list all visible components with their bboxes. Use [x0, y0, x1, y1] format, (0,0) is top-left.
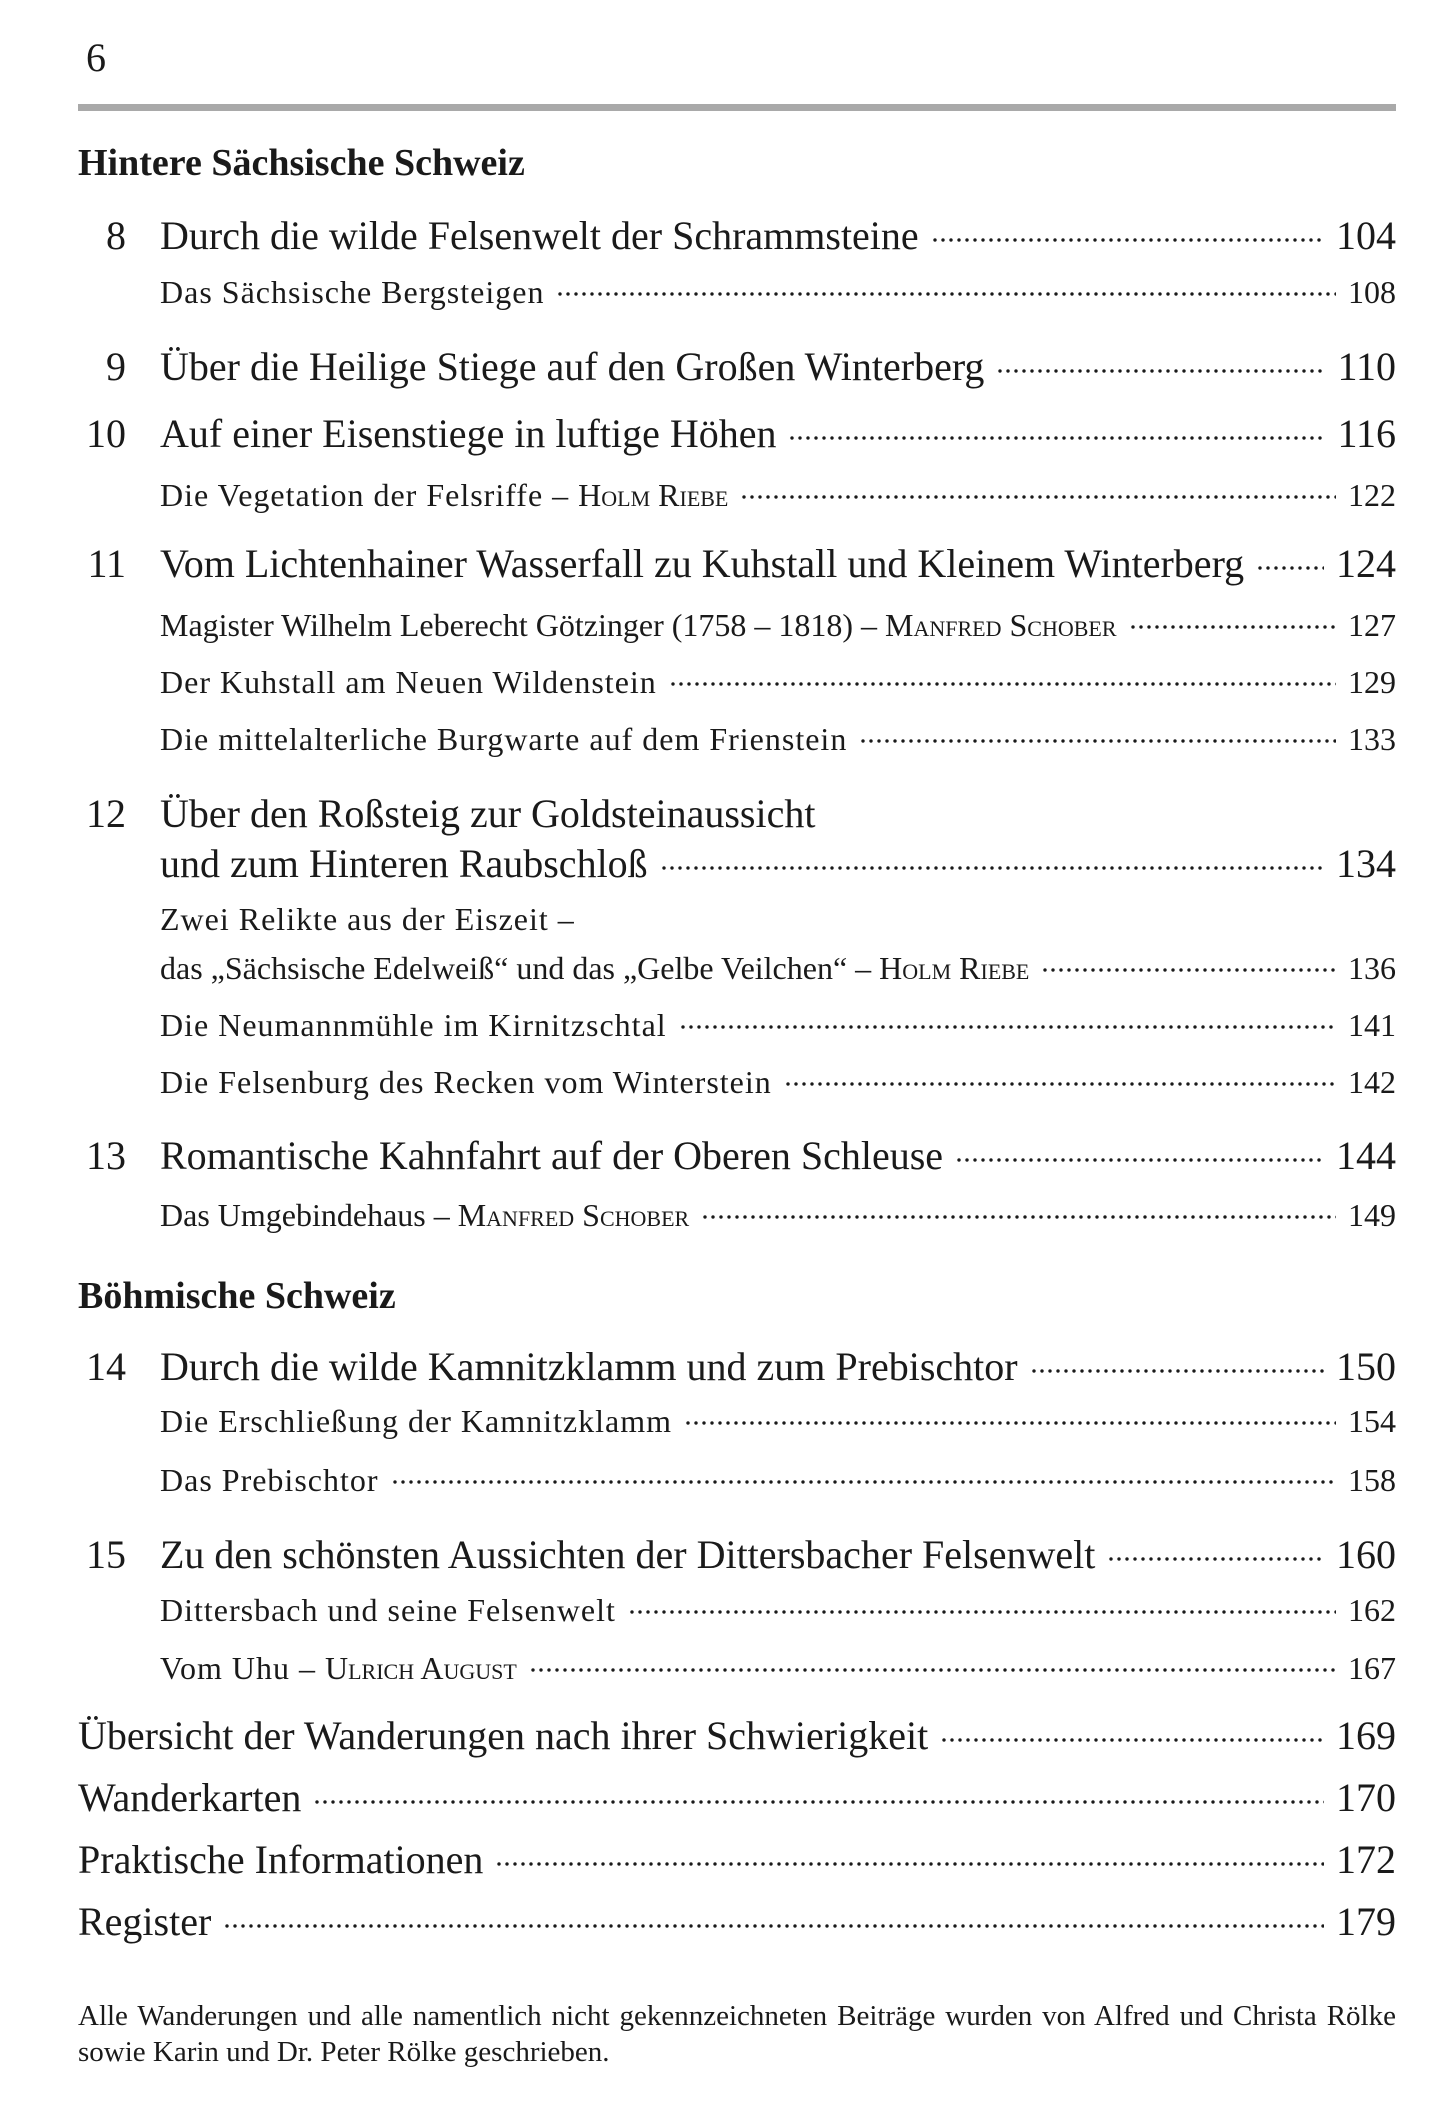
toc-subentry-kuhstall[interactable]	[160, 662, 1396, 702]
entry-page: 144	[1336, 1133, 1396, 1178]
entry-page: 116	[1337, 411, 1396, 456]
toc-subentry-uhu[interactable]	[160, 1648, 1396, 1688]
section-heading-hintere: Hintere Sächsische Schweiz	[78, 142, 525, 184]
toc-subentry-erschliessung[interactable]	[160, 1401, 1396, 1441]
toc-subentry-prebischtor[interactable]	[160, 1460, 1396, 1500]
entry-title: Register	[78, 1899, 212, 1944]
entry-title: Das Prebischtor	[160, 1462, 379, 1498]
entry-page: 104	[1336, 213, 1396, 258]
leader-dots	[784, 1081, 1336, 1087]
entry-title: Durch die wilde Kamnitzklamm und zum Prebischtor	[160, 1344, 1018, 1389]
toc-entry-9[interactable]	[106, 343, 1396, 391]
entry-title: Auf einer Eisenstiege in luftige Höhen	[160, 411, 777, 456]
leader-dots	[313, 1799, 1324, 1805]
entry-title	[160, 1648, 517, 1688]
entry-title-text: das „Sächsische Edelweiß“ und das „Gelbe Veilchen“ –	[160, 950, 880, 986]
entry-number: 14	[86, 1344, 126, 1389]
entry-title: Der Kuhstall am Neuen Wildenstein	[160, 664, 657, 700]
toc-subentry-neumannmuehle[interactable]	[160, 1005, 1396, 1045]
header-rule	[78, 104, 1396, 111]
entry-page: 122	[1348, 477, 1396, 513]
entry-page: 179	[1336, 1899, 1396, 1944]
entry-title-text: Die Vegetation der Felsriffe –	[160, 477, 579, 513]
leader-dots	[788, 435, 1325, 441]
toc-entry-12-line1	[86, 790, 816, 838]
entry-number: 8	[106, 213, 126, 258]
leader-dots	[955, 1157, 1324, 1163]
toc-subentry-dittersbach[interactable]	[160, 1590, 1396, 1630]
toc-subentry-burgwarte[interactable]	[160, 719, 1396, 759]
footnote: Alle Wanderungen und alle namentlich nicht gekennzeichneten Beiträge wurden von Alfred und Christa Rölke sowie Karin und Dr. Peter Rölke geschrieben.	[78, 2000, 1396, 2068]
leader-dots	[628, 1609, 1336, 1615]
section-heading-boehmische: Böhmische Schweiz	[78, 1275, 396, 1317]
entry-number: 9	[106, 344, 126, 389]
entry-title: Die Erschließung der Kamnitzklamm	[160, 1403, 672, 1439]
toc-entry-uebersicht[interactable]	[78, 1712, 1396, 1760]
entry-page: 162	[1348, 1592, 1396, 1628]
leader-dots	[931, 237, 1324, 243]
leader-dots	[1107, 1556, 1324, 1562]
leader-dots	[1030, 1368, 1324, 1374]
entry-title: Die Felsenburg des Recken vom Winterstein	[160, 1064, 772, 1100]
entry-page: 172	[1336, 1837, 1396, 1882]
toc-subentry-bergsteigen[interactable]	[160, 272, 1396, 312]
entry-page: 142	[1348, 1064, 1396, 1100]
toc-entry-15[interactable]	[86, 1531, 1396, 1579]
entry-title	[160, 948, 1029, 988]
leader-dots	[684, 1420, 1336, 1426]
toc-entry-register[interactable]	[78, 1898, 1396, 1946]
entry-title: Das Sächsische Bergsteigen	[160, 274, 545, 310]
entry-title: Romantische Kahnfahrt auf der Oberen Schleuse	[160, 1133, 944, 1178]
leader-dots	[391, 1479, 1336, 1485]
leader-dots	[495, 1861, 1324, 1867]
toc-entry-8[interactable]	[106, 212, 1396, 260]
entry-page: 169	[1336, 1713, 1396, 1758]
leader-dots	[679, 1024, 1336, 1030]
entry-page: 127	[1348, 607, 1396, 643]
entry-title: Die mittelalterliche Burgwarte auf dem Frienstein	[160, 721, 848, 757]
entry-page: 133	[1348, 721, 1396, 757]
entry-title: Über die Heilige Stiege auf den Großen Winterberg	[160, 344, 985, 389]
entry-page: 170	[1336, 1775, 1396, 1820]
leader-dots	[556, 291, 1336, 297]
entry-title: Die Neumannmühle im Kirnitzschtal	[160, 1007, 667, 1043]
entry-number: 13	[86, 1133, 126, 1178]
entry-title: und zum Hinteren Raubschloß	[160, 841, 648, 886]
leader-dots	[660, 865, 1324, 871]
entry-page: 160	[1336, 1532, 1396, 1577]
entry-number: 15	[86, 1532, 126, 1577]
entry-title: Dittersbach und seine Felsenwelt	[160, 1592, 616, 1628]
leader-dots	[940, 1737, 1324, 1743]
toc-entry-12[interactable]	[160, 840, 1396, 888]
entry-title-text: Vom Uhu –	[160, 1650, 325, 1686]
leader-dots	[1041, 967, 1336, 973]
entry-title	[160, 1195, 689, 1235]
toc-subentry-umgebindehaus[interactable]	[160, 1195, 1396, 1235]
entry-title-line1: Zwei Relikte aus der Eiszeit –	[160, 901, 575, 937]
entry-title: Durch die wilde Felsenwelt der Schrammsteine	[160, 213, 919, 258]
entry-title	[160, 605, 1117, 645]
entry-author: Holm Riebe	[578, 477, 729, 513]
entry-page: 154	[1348, 1403, 1396, 1439]
entry-author: Ulrich August	[324, 1650, 517, 1686]
leader-dots	[996, 368, 1325, 374]
entry-number: 10	[86, 411, 126, 456]
entry-page: 167	[1348, 1650, 1396, 1686]
entry-author: Manfred Schober	[885, 607, 1117, 643]
entry-page: 129	[1348, 664, 1396, 700]
leader-dots	[223, 1923, 1324, 1929]
entry-page: 134	[1336, 841, 1396, 886]
toc-entry-13[interactable]	[86, 1132, 1396, 1180]
toc-subentry-vegetation[interactable]	[160, 475, 1396, 515]
toc-entry-11[interactable]	[87, 540, 1396, 588]
entry-page: 150	[1336, 1344, 1396, 1389]
toc-subentry-goetzinger[interactable]	[160, 605, 1396, 645]
entry-number: 11	[87, 541, 126, 586]
entry-page: 136	[1348, 950, 1396, 986]
leader-dots	[669, 681, 1336, 687]
toc-entry-14[interactable]	[86, 1343, 1396, 1391]
entry-page: 149	[1348, 1197, 1396, 1233]
entry-title: Wanderkarten	[78, 1775, 302, 1820]
entry-title-line1: Über den Roßsteig zur Goldsteinaussicht	[160, 791, 816, 836]
leader-dots	[1129, 624, 1336, 630]
toc-entry-praktische-informationen[interactable]	[78, 1836, 1396, 1884]
entry-page: 141	[1348, 1007, 1396, 1043]
toc-subentry-relikte-line1	[160, 899, 575, 939]
entry-title: Zu den schönsten Aussichten der Dittersbacher Felsenwelt	[160, 1532, 1096, 1577]
entry-page: 124	[1336, 541, 1396, 586]
toc-subentry-relikte[interactable]	[160, 948, 1396, 988]
toc-entry-wanderkarten[interactable]	[78, 1774, 1396, 1822]
entry-page: 158	[1348, 1462, 1396, 1498]
leader-dots	[740, 494, 1336, 500]
entry-title	[160, 475, 728, 515]
entry-author: Manfred Schober	[457, 1197, 690, 1233]
entry-title: Übersicht der Wanderungen nach ihrer Schwierigkeit	[78, 1713, 929, 1758]
leader-dots	[859, 738, 1336, 744]
leader-dots	[701, 1214, 1336, 1220]
entry-title: Vom Lichtenhainer Wasserfall zu Kuhstall und Kleinem Winterberg	[160, 541, 1245, 586]
toc-subentry-felsenburg[interactable]	[160, 1062, 1396, 1102]
entry-page: 108	[1348, 274, 1396, 310]
leader-dots	[529, 1667, 1336, 1673]
entry-title-text: Das Umgebindehaus –	[160, 1197, 458, 1233]
entry-author: Holm Riebe	[879, 950, 1030, 986]
toc-entry-10[interactable]	[86, 410, 1396, 458]
page-number: 6	[86, 35, 106, 80]
entry-page: 110	[1337, 344, 1396, 389]
entry-number: 12	[86, 791, 126, 836]
leader-dots	[1256, 565, 1324, 571]
entry-title: Praktische Informationen	[78, 1837, 484, 1882]
entry-title-text: Magister Wilhelm Leberecht Götzinger (1758 – 1818) –	[160, 607, 886, 643]
